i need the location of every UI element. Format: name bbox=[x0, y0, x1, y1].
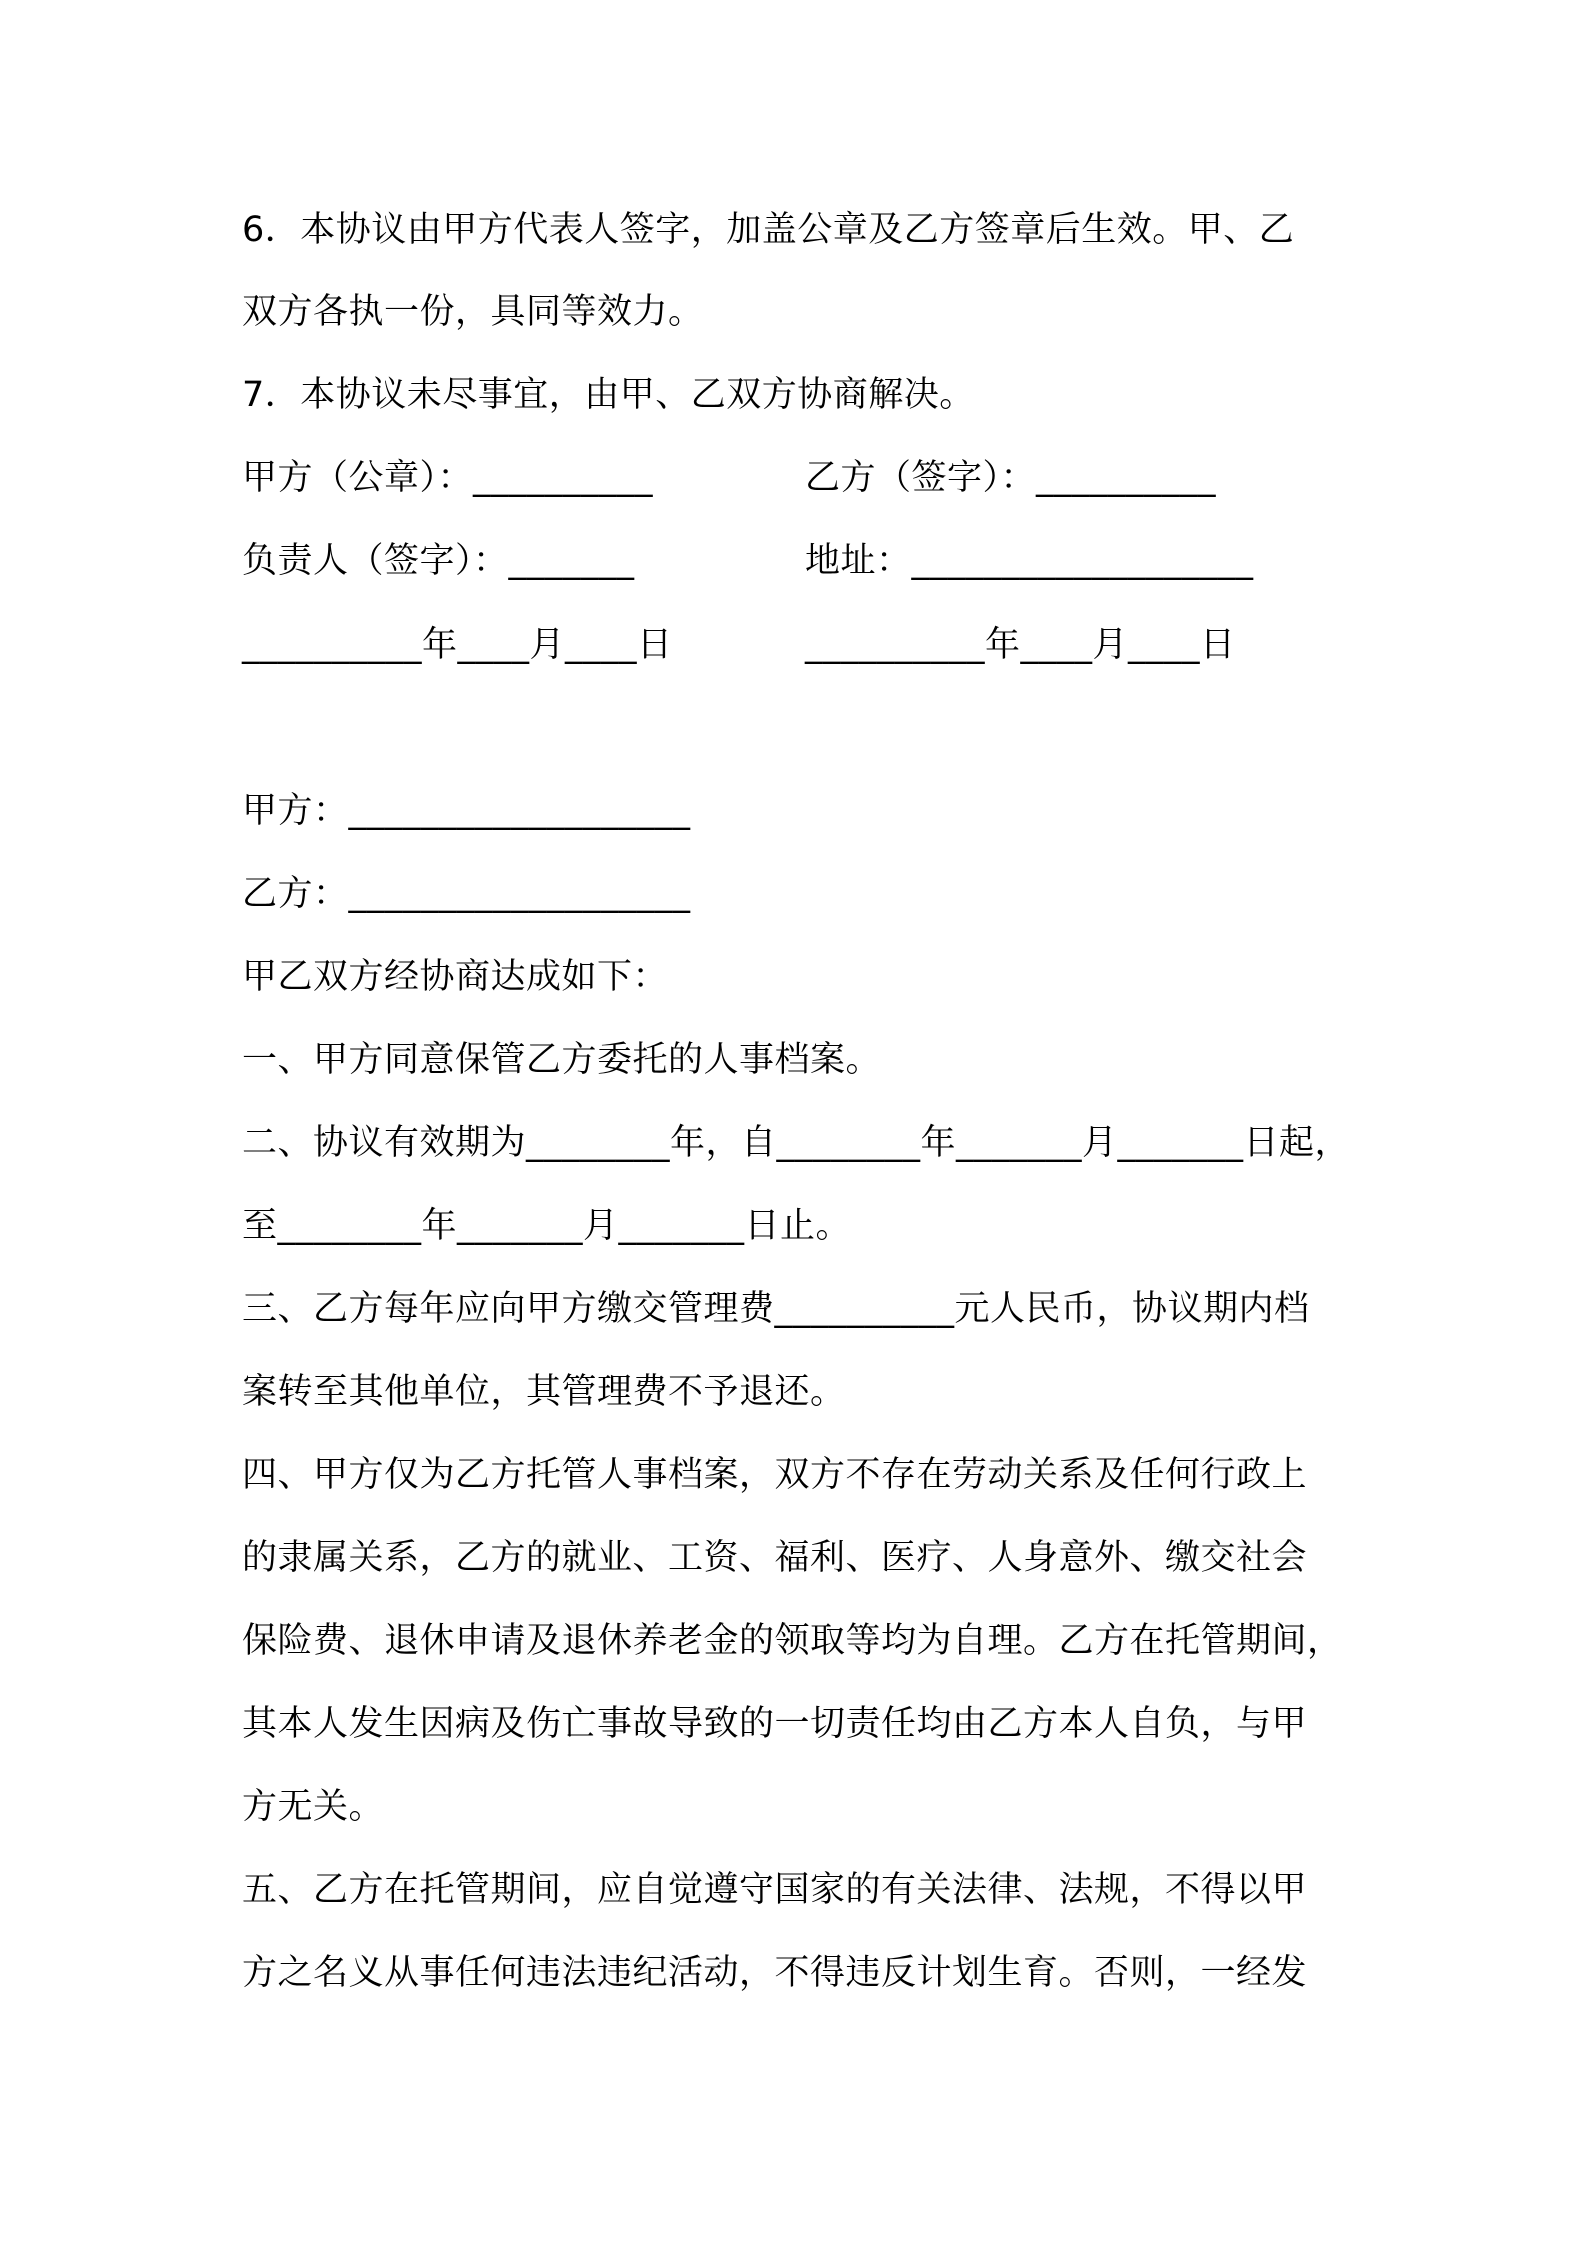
clause-4-line-3: 保险费、退休申请及退休养老金的领取等均为自理。乙方在托管期间， bbox=[242, 1621, 1343, 1661]
clause-5-line-2: 方之名义从事任何违法违纪活动，不得违反计划生育。否则，一经发 bbox=[242, 1953, 1308, 1993]
date-field-left: __________年____月____日 bbox=[242, 625, 673, 665]
clause-2-line-2: 至________年_______月_______日止。 bbox=[242, 1206, 852, 1246]
clause-3-line-2: 案转至其他单位，其管理费不予退还。 bbox=[242, 1372, 846, 1412]
clause-4-line-1: 四、甲方仅为乙方托管人事档案，双方不存在劳动关系及任何行政上 bbox=[242, 1455, 1308, 1495]
clause-4-line-5: 方无关。 bbox=[242, 1787, 385, 1827]
clause-6-line-2: 双方各执一份，具同等效力。 bbox=[242, 292, 704, 332]
agreement-intro: 甲乙双方经协商达成如下： bbox=[242, 957, 669, 997]
party-a-field: 甲方：___________________ bbox=[242, 791, 691, 831]
responsible-person-field: 负责人（签字）：_______ bbox=[242, 541, 635, 581]
address-field: 地址：___________________ bbox=[805, 541, 1254, 581]
clause-7: 7．本协议未尽事宜，由甲、乙双方协商解决。 bbox=[242, 375, 975, 415]
date-field-right: __________年____月____日 bbox=[805, 625, 1236, 665]
clause-2-line-1: 二、协议有效期为________年，自________年_______月_______日起， bbox=[242, 1123, 1351, 1163]
party-b-field: 乙方：___________________ bbox=[242, 874, 691, 914]
clause-3-line-1: 三、乙方每年应向甲方缴交管理费__________元人民币，协议期内档 bbox=[242, 1289, 1310, 1329]
clause-6-line-1: 6．本协议由甲方代表人签字，加盖公章及乙方签章后生效。甲、乙 bbox=[242, 210, 1295, 250]
party-a-seal-field: 甲方（公章）：__________ bbox=[242, 458, 654, 498]
clause-5-line-1: 五、乙方在托管期间，应自觉遵守国家的有关法律、法规，不得以甲 bbox=[242, 1870, 1308, 1910]
clause-4-line-4: 其本人发生因病及伤亡事故导致的一切责任均由乙方本人自负，与甲 bbox=[242, 1704, 1308, 1744]
clause-1: 一、甲方同意保管乙方委托的人事档案。 bbox=[242, 1040, 882, 1080]
clause-4-line-2: 的隶属关系，乙方的就业、工资、福利、医疗、人身意外、缴交社会 bbox=[242, 1538, 1308, 1578]
party-b-sign-field: 乙方（签字）：__________ bbox=[805, 458, 1217, 498]
